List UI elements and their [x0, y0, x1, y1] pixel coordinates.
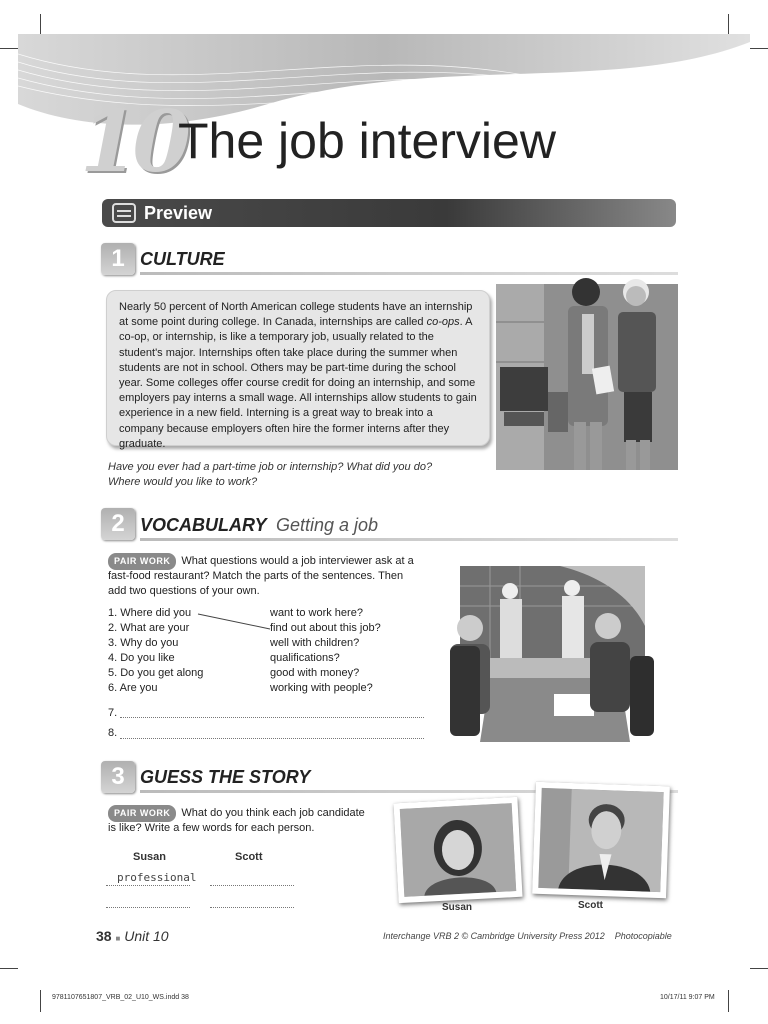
pair-work-badge: PAIR WORK: [108, 553, 176, 570]
instruction-text: add two questions of your own.: [108, 585, 260, 597]
page-footer: [96, 928, 169, 944]
print-slug-file: 9781107651807_VRB_02_U10_WS.indd 38: [52, 994, 189, 1001]
unit-number: 10: [80, 92, 185, 191]
match-left-item: 1. Where did you: [108, 607, 192, 619]
section-title: GUESS THE STORY: [140, 767, 311, 787]
column-header-scott: Scott: [235, 851, 263, 863]
office-women-illustration: [496, 262, 678, 470]
blank-item-number: 8.: [108, 727, 118, 739]
match-right-item: find out about this job?: [270, 622, 381, 634]
crop-mark: [40, 14, 41, 36]
culture-text: . A co-op, or internship, is like a temporary job, usually related to the student's major. Internships often take place during the summer when students are not in school. Others may be part-time during the school year. Some colleges offer course credit for doing an internship, and some employers pay interns a small wage. All internships allow students to gain experience in a new field. Interning is a great way to break into a company because employers often hire the former interns after they graduate.: [119, 316, 477, 450]
crop-mark: [0, 968, 18, 969]
crop-mark: [40, 990, 41, 1012]
pair-work-badge: PAIR WORK: [108, 805, 176, 822]
section-divider: [140, 538, 678, 541]
print-slug-date: 10/17/11 9:07 PM: [660, 994, 715, 1001]
crop-mark: [728, 14, 729, 36]
match-left-item: 6. Are you: [108, 682, 158, 694]
write-in-line[interactable]: [210, 906, 294, 908]
section-number: 1: [101, 243, 135, 275]
match-left-item: 4. Do you like: [108, 652, 175, 664]
match-left-item: 5. Do you get along: [108, 667, 204, 679]
instruction-text: fast-food restaurant? Match the parts of the sentences. Then: [108, 570, 404, 582]
match-left-item: 2. What are your: [108, 622, 190, 634]
section-title: CULTURE: [140, 249, 225, 269]
write-in-line[interactable]: [106, 884, 190, 886]
page-number: 38: [96, 928, 112, 944]
crop-mark: [0, 48, 18, 49]
write-in-line[interactable]: [106, 906, 190, 908]
photocopiable-label: Photocopiable: [614, 931, 672, 941]
discussion-question: Have you ever had a part-time job or internship? What did you do?: [108, 461, 433, 473]
instruction-text: What do you think each job candidate: [181, 807, 365, 819]
match-right-item: working with people?: [270, 682, 373, 694]
write-in-line[interactable]: [210, 884, 294, 886]
page-title: The job interview: [178, 113, 556, 169]
section-number: 2: [101, 508, 135, 540]
photo-caption-scott: Scott: [578, 900, 603, 911]
match-left-item: 3. Why do you: [108, 637, 179, 649]
restaurant-interview-illustration: [450, 566, 658, 742]
instruction-text: is like? Write a few words for each person.: [108, 822, 315, 834]
section-subtitle: Getting a job: [276, 515, 379, 535]
list-icon: [112, 203, 136, 223]
photo-caption-susan: Susan: [442, 902, 473, 913]
copyright-line: [383, 931, 672, 941]
crop-mark: [750, 968, 768, 969]
match-right-item: want to work here?: [270, 607, 363, 619]
crop-mark: [728, 990, 729, 1012]
section-title: VOCABULARY: [140, 515, 267, 535]
discussion-question: Where would you like to work?: [108, 476, 258, 488]
write-in-line[interactable]: [120, 716, 424, 718]
instruction-text: What questions would a job interviewer ask at a: [181, 555, 414, 567]
copyright-text: Interchange VRB 2 © Cambridge University Press 2012: [383, 931, 605, 941]
example-match-line: [196, 612, 272, 632]
culture-text-italic: co-ops: [426, 316, 460, 329]
blank-item-number: 7.: [108, 707, 118, 719]
crop-mark: [750, 48, 768, 49]
susan-photo: [393, 797, 522, 903]
preview-label: Preview: [144, 203, 213, 223]
handwritten-answer: professional: [117, 871, 197, 884]
match-right-item: well with children?: [270, 637, 360, 649]
culture-text: Nearly 50 percent of North American college students have an internship at some point during college. In Canada, internships are called: [119, 301, 473, 329]
footer-separator: ■: [115, 934, 121, 943]
match-right-item: qualifications?: [270, 652, 340, 664]
culture-text-box: [106, 290, 490, 450]
section-number: 3: [101, 761, 135, 793]
match-right-column: [270, 606, 450, 696]
match-right-item: good with money?: [270, 667, 360, 679]
column-header-susan: Susan: [133, 851, 167, 863]
unit-label: Unit 10: [124, 928, 169, 944]
scott-photo: [532, 782, 670, 899]
write-in-line[interactable]: [120, 737, 424, 739]
